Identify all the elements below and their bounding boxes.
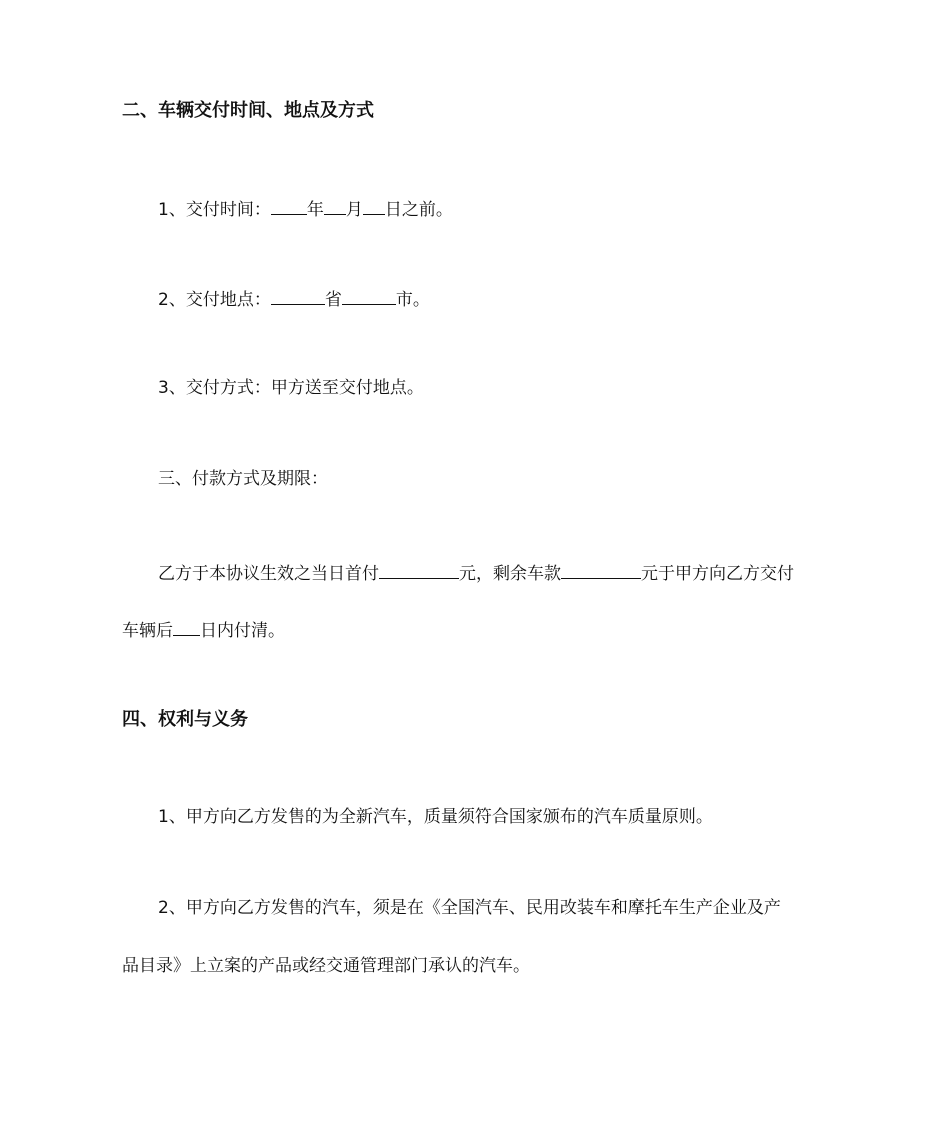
- blank-day: [363, 196, 385, 215]
- delivery-method-line: 3、交付方式：甲方送至交付地点。: [158, 378, 424, 398]
- blank-remaining: [561, 560, 641, 579]
- day-suffix: 日之前。: [384, 200, 453, 220]
- month-label: 月: [345, 200, 363, 220]
- delivery-place-line: [122, 286, 830, 312]
- rights-item-1: 1、甲方向乙方发售的为全新汽车，质量须符合国家颁布的汽车质量原则。: [158, 807, 713, 827]
- section-2-heading: 二、车辆交付时间、地点及方式: [122, 100, 374, 121]
- payment-part2: 元，剩余车款: [459, 564, 561, 584]
- delivery-time-label: 1、交付时间：: [158, 200, 271, 220]
- delivery-time-line: [122, 196, 830, 222]
- payment-line2-prefix: 车辆后: [122, 621, 173, 641]
- payment-part3: 元于甲方向乙方交付: [641, 564, 794, 584]
- year-label: 年: [306, 200, 324, 220]
- blank-city: [342, 286, 396, 305]
- province-label: 省: [324, 290, 342, 310]
- section-4-heading: 四、权利与义务: [122, 709, 248, 730]
- blank-month: [324, 196, 346, 215]
- delivery-place-label: 2、交付地点：: [158, 290, 271, 310]
- blank-down-payment: [379, 560, 459, 579]
- payment-paragraph-line1: [122, 560, 830, 586]
- payment-part1: 乙方于本协议生效之当日首付: [158, 564, 379, 584]
- payment-paragraph-line2: [122, 617, 830, 643]
- city-suffix: 市。: [395, 290, 430, 310]
- blank-year: [271, 196, 307, 215]
- rights-item-2-line2: 品目录》上立案的产品或经交通管理部门承认的汽车。: [122, 956, 530, 976]
- blank-province: [271, 286, 325, 305]
- rights-item-2-line1: 2、甲方向乙方发售的汽车，须是在《全国汽车、民用改装车和摩托车生产企业及产: [158, 898, 781, 918]
- payment-line2-suffix: 日内付清。: [200, 621, 285, 641]
- blank-days: [173, 617, 200, 636]
- section-3-heading: 三、付款方式及期限：: [158, 469, 328, 489]
